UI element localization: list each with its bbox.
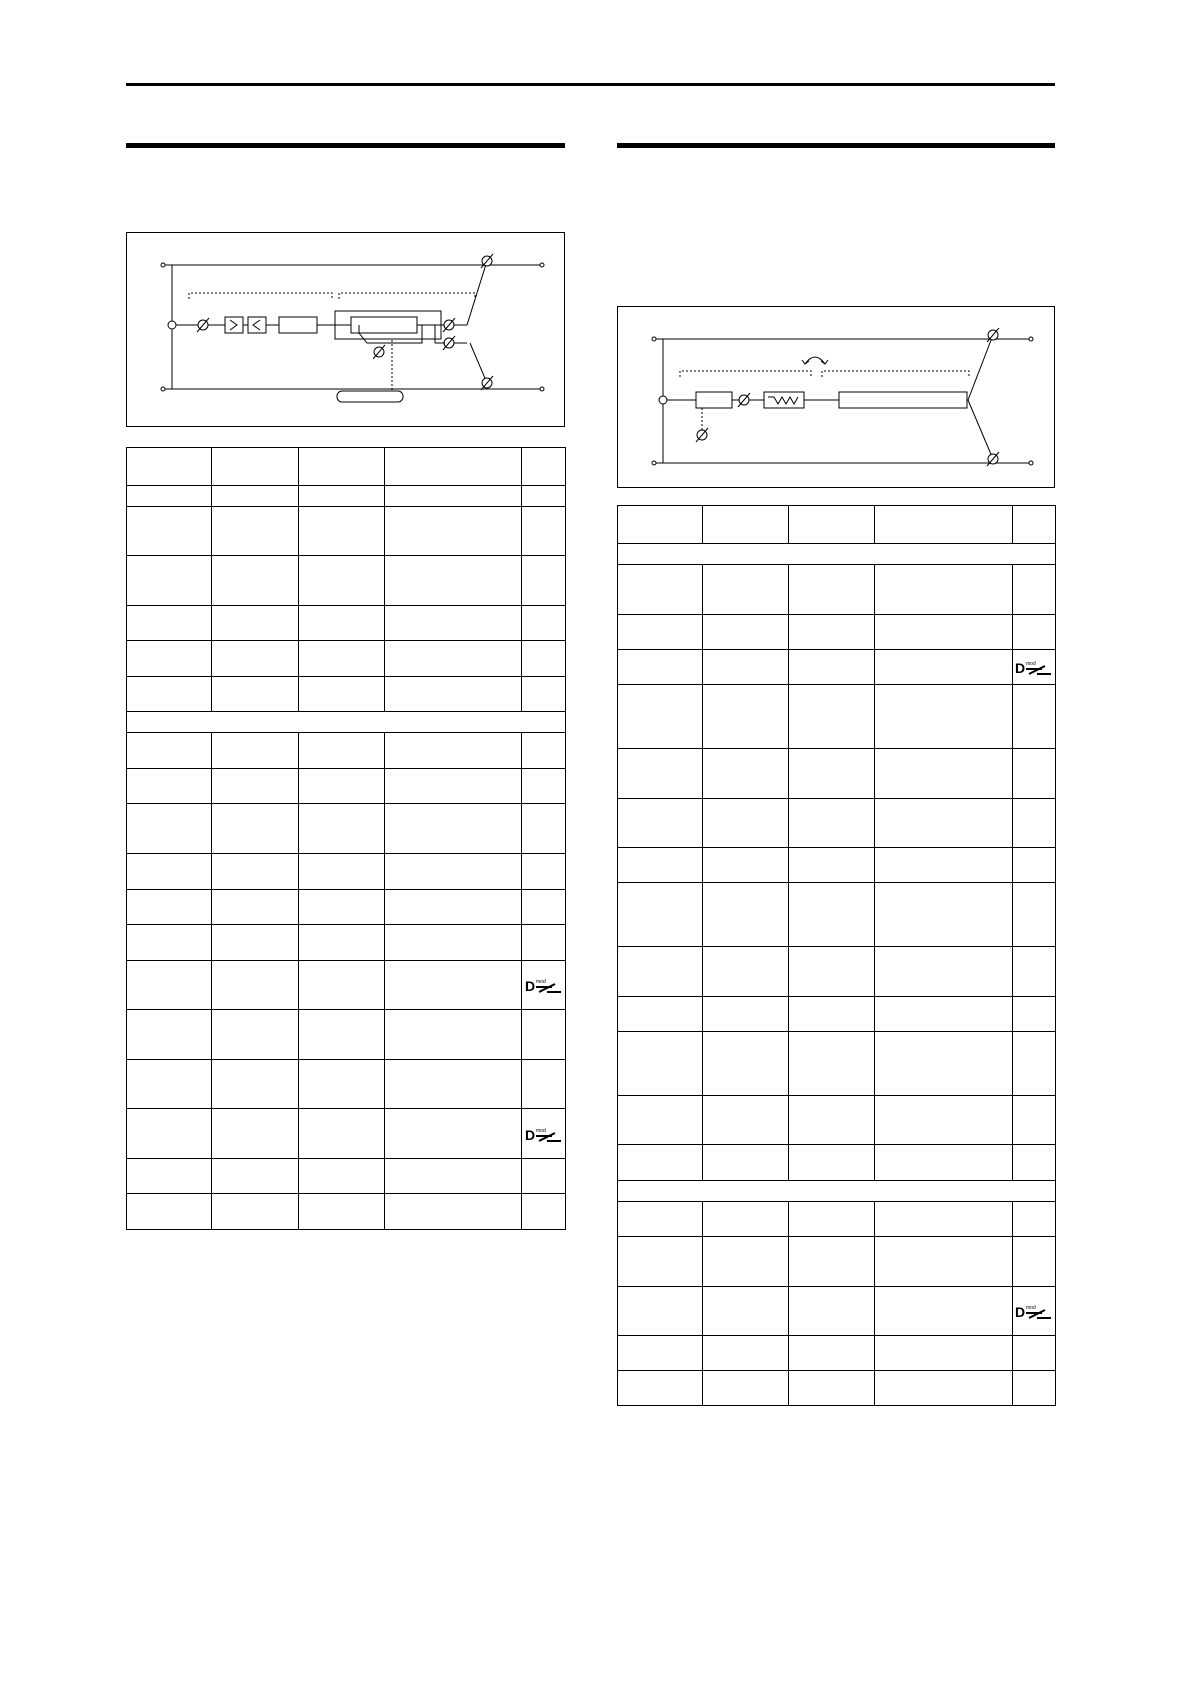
dmod-icon [1015,659,1053,675]
table-row [127,733,566,769]
table-row [127,606,566,641]
table-row [618,749,1056,799]
table-row [618,1237,1056,1287]
table-row [127,1060,566,1109]
table-row [618,615,1056,650]
table-row [127,641,566,677]
svg-text:mod: mod [1026,1305,1036,1311]
table-row [127,925,566,961]
table-section-row [618,544,1056,565]
svg-text:D: D [524,978,535,993]
dmod-icon [1015,1303,1053,1319]
table-row [618,1096,1056,1145]
svg-text:D: D [1015,660,1026,675]
table-row [618,1032,1056,1096]
dmod-icon [525,1126,563,1142]
table-row [127,486,566,507]
table-row [618,799,1056,848]
table-row [127,1159,566,1194]
table-row [127,854,566,890]
table-row [127,1010,566,1060]
svg-text:mod: mod [535,1127,546,1134]
table-row [127,556,566,606]
table-row [618,1145,1056,1181]
right-diagram-svg [618,307,1056,489]
left-signal-flow-diagram [126,232,565,427]
table-row [127,804,566,854]
table-row [127,890,566,925]
svg-text:mod: mod [1026,661,1036,667]
table-row [618,997,1056,1032]
table-row [618,1202,1056,1237]
table-section-row [127,712,566,733]
table-row [618,883,1056,947]
table-row [618,848,1056,883]
table-row [618,1336,1056,1371]
table-section-row [618,1181,1056,1202]
dmod-icon [525,977,563,993]
table-row [618,685,1056,749]
right-signal-flow-diagram [617,306,1055,488]
table-row [127,677,566,712]
table-row [127,1109,566,1159]
table-row [127,961,566,1010]
svg-text:D: D [1015,1304,1026,1319]
svg-text:mod: mod [535,979,546,985]
table-row [618,947,1056,997]
table-row [127,1194,566,1230]
table-row [127,769,566,804]
table-header-row [127,448,566,486]
right-parameter-table [617,505,1056,1406]
table-row [618,650,1056,685]
table-header-row [618,506,1056,544]
table-row [127,507,566,556]
left-section-header-rule [126,143,565,148]
table-row [618,1287,1056,1336]
left-parameter-table [126,447,566,1230]
right-section-header-rule [617,143,1055,148]
left-diagram-svg [127,233,566,428]
svg-text:D: D [524,1126,535,1142]
table-row [618,565,1056,615]
page-top-rule [126,83,1055,86]
table-row [618,1371,1056,1406]
